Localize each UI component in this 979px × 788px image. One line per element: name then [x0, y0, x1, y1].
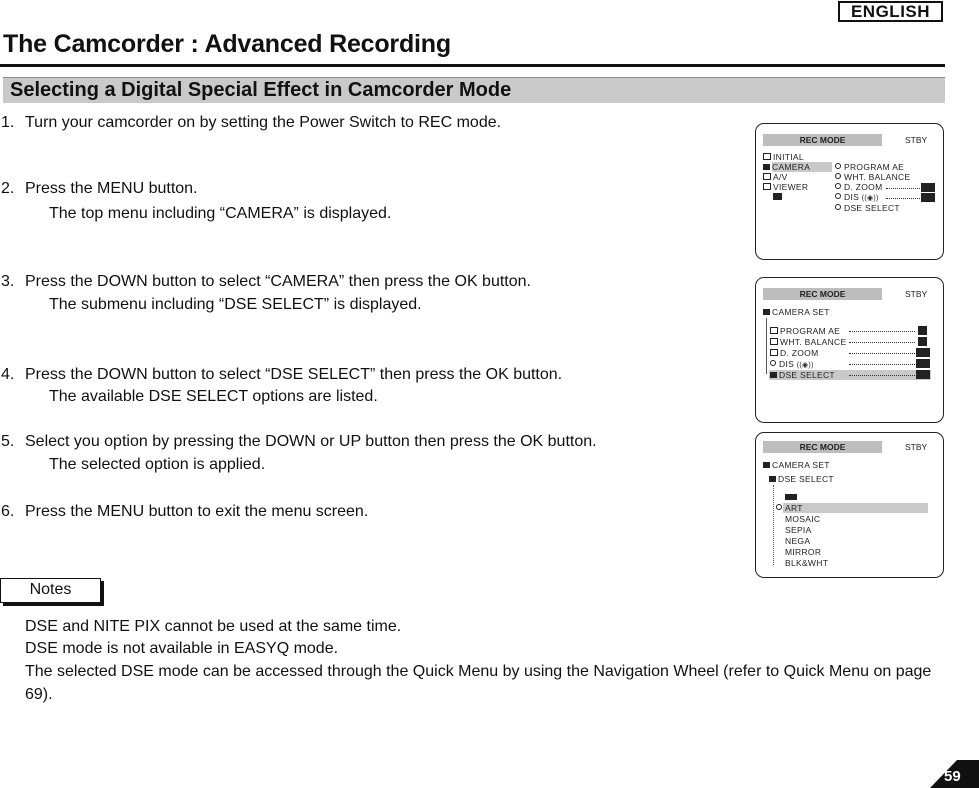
- page-number-badge: [930, 760, 979, 788]
- osd-option: SEPIA: [785, 525, 812, 535]
- osd-value-icon: [785, 494, 797, 500]
- osd-submenu-item: DIS ((◉)): [835, 192, 879, 204]
- osd-menu-item: PROGRAM AE: [770, 326, 840, 336]
- osd-menu-item: WHT. BALANCE: [770, 337, 846, 347]
- osd-value-icon: [916, 348, 930, 357]
- osd-menu-item: VIEWER: [763, 182, 808, 192]
- osd-header: REC MODE: [763, 134, 882, 146]
- step-2: 2. Press the MENU button.: [1, 180, 198, 197]
- step-4: 4. Press the DOWN button to select “DSE SELECT” then press the OK button.: [1, 366, 563, 383]
- osd-value-icon: [921, 193, 935, 202]
- osd-menu-item-selected: DSE SELECT: [770, 370, 835, 380]
- osd-value-icon: [916, 370, 930, 379]
- note-1: DSE and NITE PIX cannot be used at the same time.: [25, 618, 402, 635]
- osd-header: REC MODE: [763, 288, 882, 300]
- osd-tree-line: [773, 485, 774, 565]
- osd-menu-title: CAMERA SET: [763, 460, 830, 470]
- osd-leader: [849, 364, 915, 365]
- osd-menu-item: D. ZOOM: [770, 348, 818, 358]
- osd-status: STBY: [905, 289, 928, 299]
- step-6: 6. Press the MENU button to exit the menu screen.: [1, 503, 369, 520]
- osd-submenu-item: WHT. BALANCE: [835, 172, 910, 182]
- osd-leader: [849, 342, 915, 343]
- step-4-result: The available DSE SELECT options are listed.: [49, 388, 378, 405]
- osd-screen-dse-select: [755, 432, 944, 578]
- notes-label: Notes: [0, 578, 101, 603]
- osd-menu-item: CAMERA: [763, 162, 810, 172]
- osd-submenu-item: DSE SELECT: [835, 203, 900, 213]
- step-5-result: The selected option is applied.: [49, 456, 266, 473]
- osd-submenu-item: D. ZOOM: [835, 182, 882, 192]
- osd-icon: [773, 193, 782, 200]
- page-number: 59: [944, 768, 961, 785]
- osd-value-icon: [916, 359, 930, 368]
- note-2: DSE mode is not available in EASYQ mode.: [25, 640, 339, 657]
- page-title: The Camcorder : Advanced Recording: [3, 30, 451, 58]
- osd-submenu-item: PROGRAM AE: [835, 162, 904, 172]
- osd-leader: [849, 353, 915, 354]
- step-3-result: The submenu including “DSE SELECT” is displayed.: [49, 296, 422, 313]
- osd-menu-item: A/V: [763, 172, 788, 182]
- osd-option: MIRROR: [785, 547, 822, 557]
- osd-option: ART: [776, 503, 803, 513]
- step-3: 3. Press the DOWN button to select “CAMERA” then press the OK button.: [1, 273, 531, 290]
- section-header: [3, 77, 945, 103]
- language-badge: ENGLISH: [838, 1, 943, 22]
- osd-option: NEGA: [785, 536, 811, 546]
- osd-highlight: [783, 503, 928, 513]
- osd-leader: [886, 198, 920, 199]
- title-divider: [0, 64, 945, 67]
- osd-screen-top-menu: [755, 123, 944, 260]
- osd-menu-item: INITIAL: [763, 152, 804, 162]
- step-5: 5. Select you option by pressing the DOWN or UP button then press the OK button.: [1, 433, 597, 450]
- osd-menu-title: CAMERA SET: [763, 307, 830, 317]
- osd-status: STBY: [905, 442, 928, 452]
- osd-option: BLK&WHT: [785, 558, 829, 568]
- osd-leader: [849, 331, 915, 332]
- osd-value-icon: [921, 183, 935, 192]
- osd-status: STBY: [905, 135, 928, 145]
- osd-header: REC MODE: [763, 441, 882, 453]
- osd-leader: [849, 375, 915, 376]
- step-2-result: The top menu including “CAMERA” is displayed.: [49, 205, 392, 222]
- osd-value-icon: [918, 337, 927, 346]
- osd-value-icon: [918, 326, 927, 335]
- section-title: Selecting a Digital Special Effect in Camcorder Mode: [10, 79, 512, 101]
- step-1: 1. Turn your camcorder on by setting the Power Switch to REC mode.: [1, 114, 502, 131]
- osd-option: MOSAIC: [785, 514, 821, 524]
- osd-screen-camera-set: [755, 277, 944, 423]
- osd-tree-line: [766, 318, 767, 374]
- note-3: The selected DSE mode can be accessed through the Quick Menu by using the Navigation Wheel (refer to Quick Menu on page 69).: [25, 663, 932, 703]
- osd-submenu-title: DSE SELECT: [769, 474, 834, 484]
- osd-menu-item: DIS ((◉)): [770, 359, 814, 371]
- osd-leader: [886, 188, 920, 189]
